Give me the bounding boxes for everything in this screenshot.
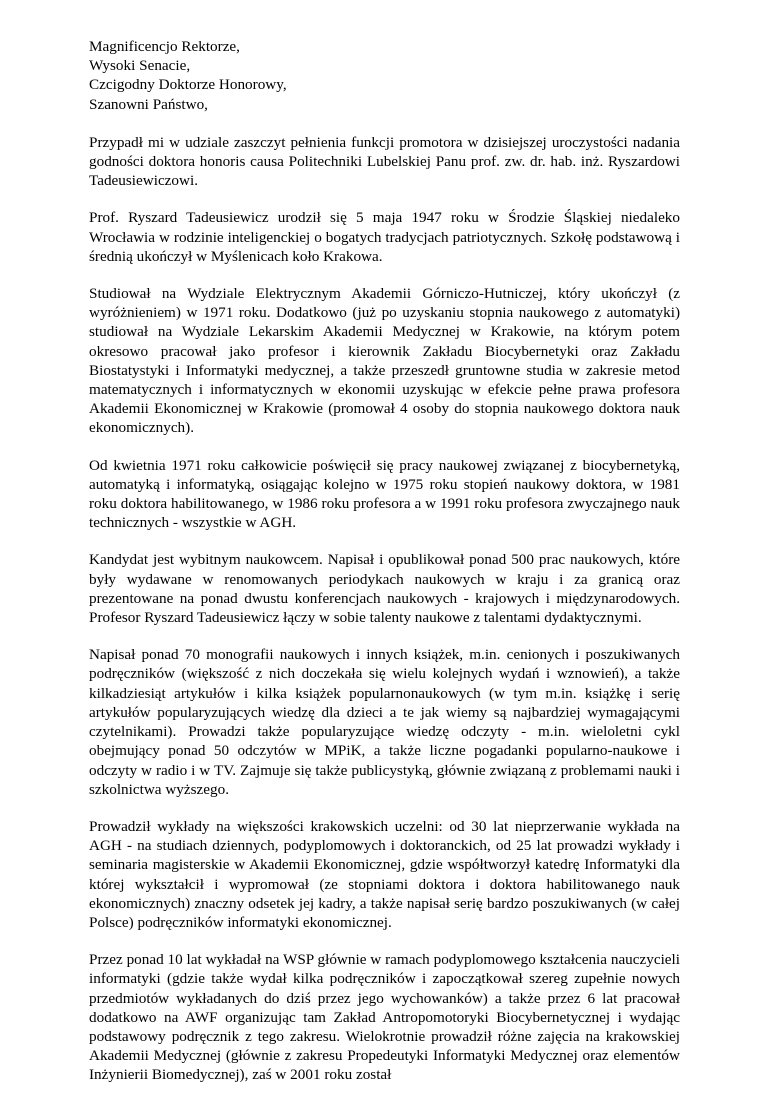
document-page	[89, 37, 680, 1103]
salutation-line: Wysoki Senacie,	[89, 57, 191, 75]
paragraph-birth: Prof. Ryszard Tadeusiewicz urodził się 5 maja 1947 roku w Środzie Śląskiej niedaleko Wrocławia w rodzinie inteligenckiej o bogatych tradycjach patriotycznych. Szkołę podstawową i średnią ukończył w Myślenicach koło Krakowa.	[89, 209, 680, 265]
paragraph-career: Od kwietnia 1971 roku całkowicie poświęcił się pracy naukowej związanej z biocybernetyką, automatyką i informatyką, osiągając kolejno w 1975 roku stopień naukowy doktora, w 1981 roku doktora habilitowanego, w 1986 roku profesora a w 1991 roku profesora zwyczajnego nauk technicznych - wszystkie w AGH.	[89, 456, 680, 532]
paragraph-wsp: Przez ponad 10 lat wykładał na WSP głównie w ramach podyplomowego kształcenia nauczycieli informatyki (gdzie także wydał kilka podręczników i zapoczątkował szereg zupełnie nowych przedmiotów wykładanych do dziś przez jego wychowanków) a także przez 6 lat pracował dodatkowo na AWF organizując tam Zakład Antropomotoryki Biocybernetycznej i wydając podstawowy podręcznik z tego zakresu. Wielokrotnie prowadził różne zajęcia na krakowskiej Akademii Medycznej (głównie z zakresu Propedeutyki Informatyki Medycznej oraz elementów Inżynierii Biomedycznej), zaś w 2001 roku został	[89, 951, 680, 1084]
paragraph-publications: Kandydat jest wybitnym naukowcem. Napisał i opublikował ponad 500 prac naukowych, które były wydawane w renomowanych periodykach naukowych w kraju i za granicą oraz prezentowane na ponad dwustu konferencjach naukowych - krajowych i międzynarodowych. Profesor Ryszard Tadeusiewicz łączy w sobie talenty naukowe z talentami dydaktycznymi.	[89, 551, 680, 627]
paragraph-lectures: Prowadził wykłady na większości krakowskich uczelni: od 30 lat nieprzerwanie wykłada na AGH - na studiach dziennych, podyplomowych i doktoranckich, od 25 lat prowadzi wykłady i seminaria magisterskie w Akademii Ekonomicznej, gdzie współtworzył katedrę Informatyki dla której wykształcił i wypromował (ze stopniami doktora i doktora habilitowanego nauk ekonomicznych) znaczny odsetek jej kadry, a także napisał serię bardzo poszukiwanych (w całej Polsce) podręczników informatyki ekonomicznej.	[89, 817, 680, 931]
salutation-block	[89, 37, 680, 114]
paragraph-studies: Studiował na Wydziale Elektrycznym Akademii Górniczo-Hutniczej, który ukończył (z wyróżnieniem) w 1971 roku. Dodatkowo (już po uzyskaniu stopnia naukowego z automatyki) studiował na Wydziale Lekarskim Akademii Medycznej w Krakowie, na którym potem okresowo pracował jako profesor i kierownik Zakładu Biocybernetyki oraz Zakładu Biostatystyki i Informatyki medycznej, a także przeszedł gruntowne studia w zakresie metod matematycznych i informatycznych w ekonomii uzyskując w efekcie pełne prawa profesora Akademii Ekonomicznej w Krakowie (promował 4 osoby do stopnia naukowego doktora nauk ekonomicznych).	[89, 285, 680, 437]
salutation-line: Czcigodny Doktorze Honorowy,	[89, 76, 287, 94]
paragraph-monographs: Napisał ponad 70 monografii naukowych i innych książek, m.in. cenionych i poszukiwanych podręczników (większość z nich doczekała się wielu kolejnych wydań i wznowień), a także kilkadziesiąt artykułów i kilka książek popularnonaukowych (w tym m.in. książkę i serię artykułów popularyzujących wiedzę dla dzieci a te jak wiemy są najbardziej wymagającymi czytelnikami). Prowadzi także popularyzujące wiedzę odczyty - m.in. wieloletni cykl obejmujący ponad 50 odczytów w MPiK, a także liczne pogadanki popularno-naukowe i odczyty w radio i w TV. Zajmuje się także publicystyką, głównie związaną z problemami nauki i szkolnictwa wyższego.	[89, 646, 680, 798]
paragraph-intro: Przypadł mi w udziale zaszczyt pełnienia funkcji promotora w dzisiejszej uroczystości nadania godności doktora honoris causa Politechniki Lubelskiej Panu prof. zw. dr. hab. inż. Ryszardowi Tadeusiewiczowi.	[89, 133, 680, 190]
salutation-line: Magnificencjo Rektorze,	[89, 38, 240, 55]
salutation-line: Szanowni Państwo,	[89, 95, 208, 113]
